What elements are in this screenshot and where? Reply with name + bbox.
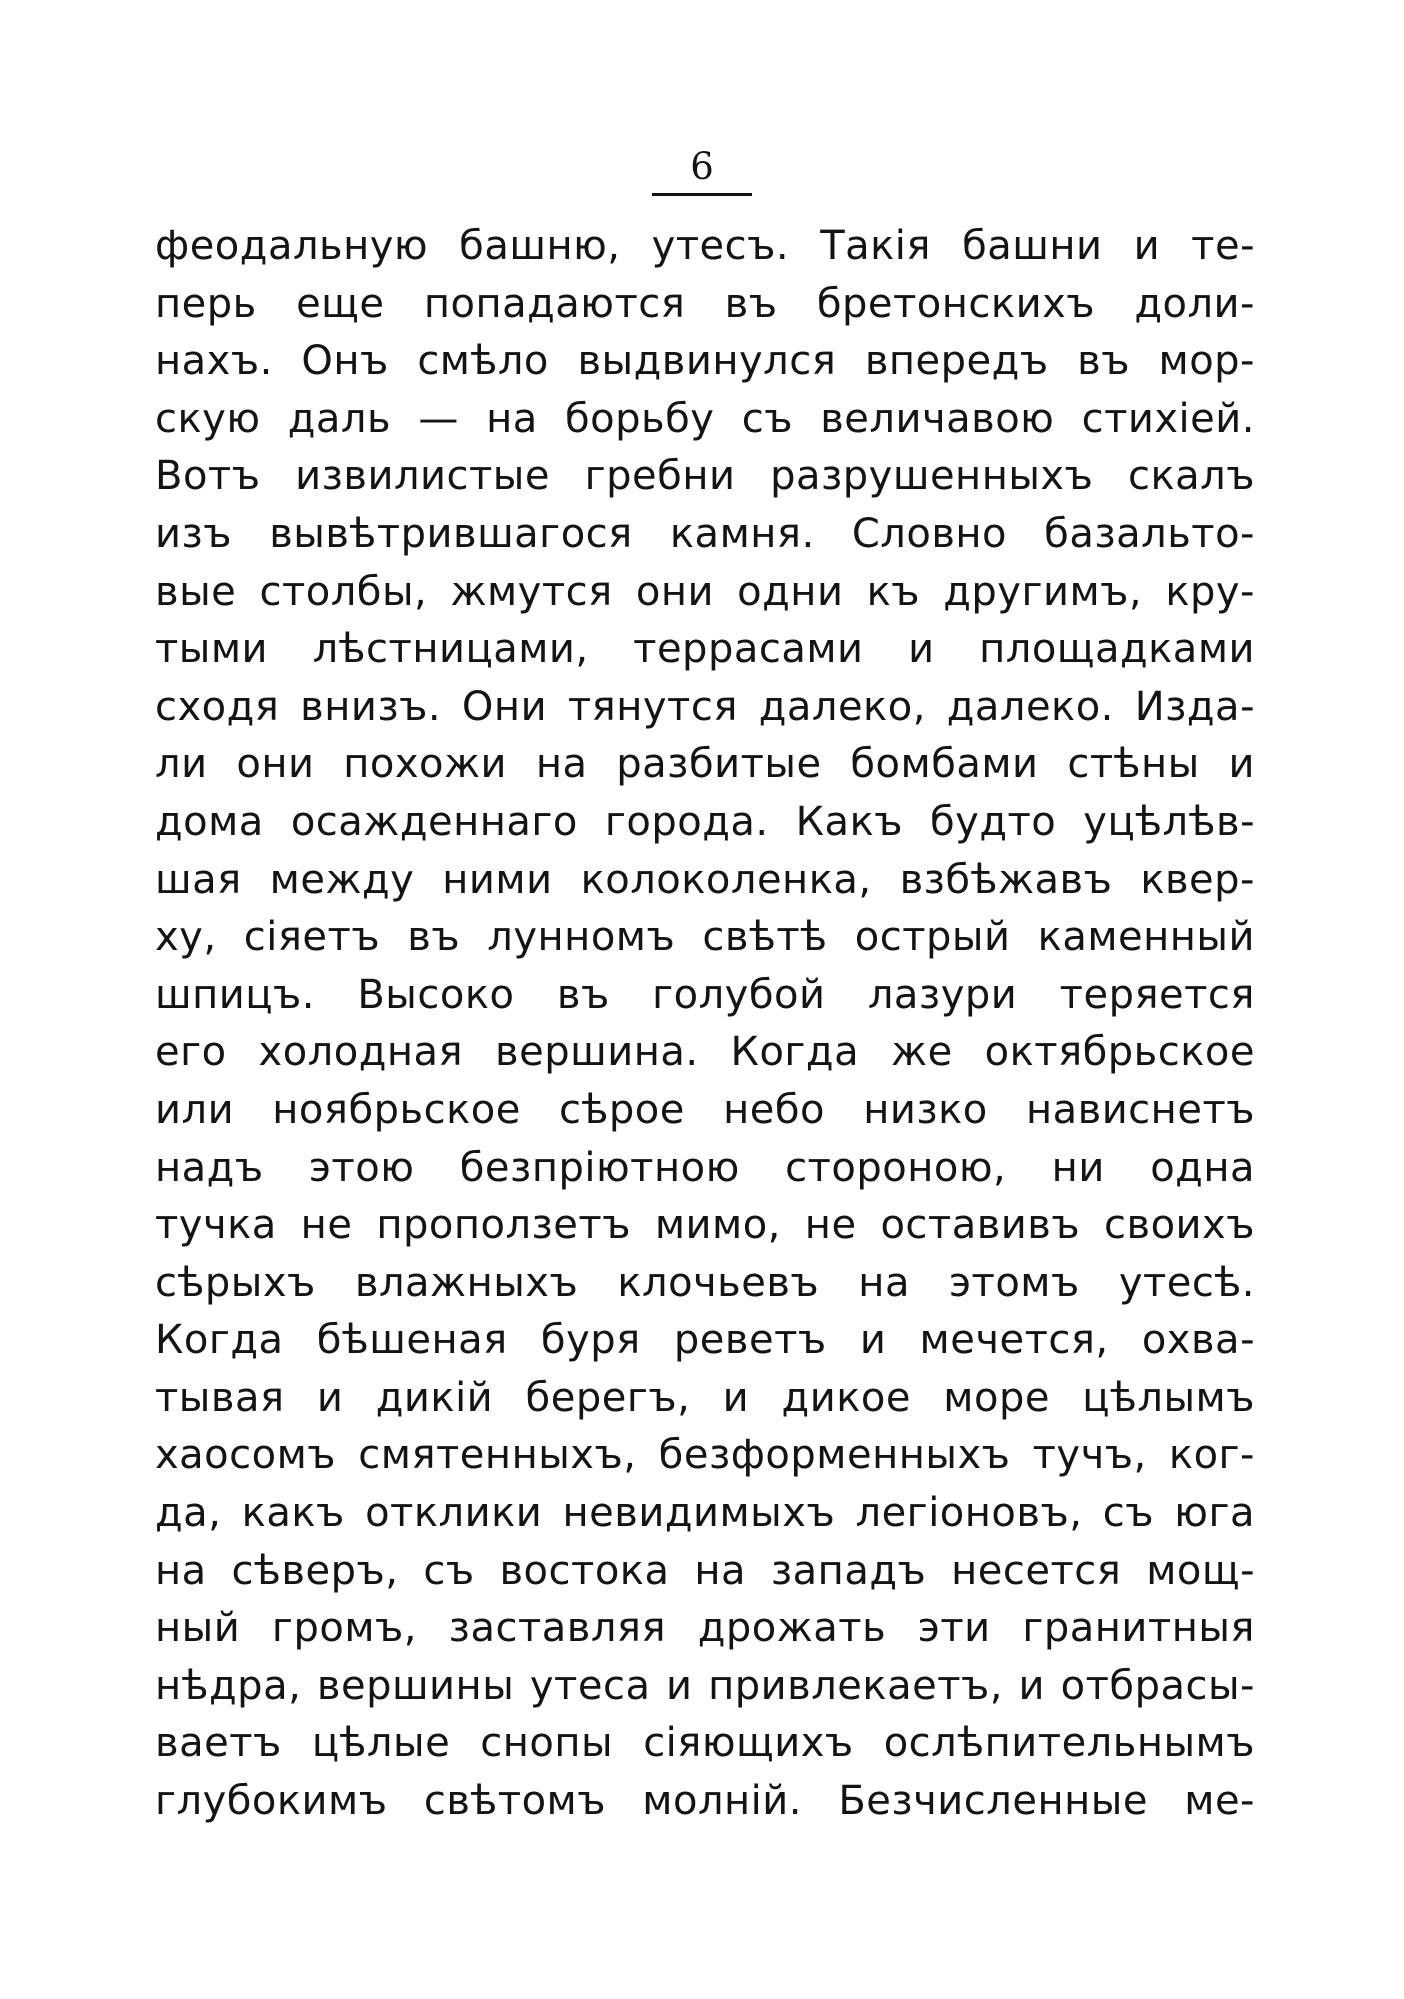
text-line: нѣдра, вершины утеса и привлекаетъ, и отбрасы- [155,1662,1255,1709]
text-line: хаосомъ смятенныхъ, безформенныхъ тучъ, ког- [155,1432,1255,1479]
text-line: сходя внизъ. Они тянутся далеко, далеко. Изда- [155,683,1255,730]
text-line: ный громъ, заставляя дрожать эти гранитныя [155,1605,1255,1652]
text-line: его холодная вершина. Когда же октябрьское [155,1029,1255,1076]
text-line: нахъ. Онъ смѣло выдвинулся впередъ въ мор- [155,338,1255,385]
text-line: перь еще попадаются въ бретонскихъ доли- [155,280,1255,327]
text-line: феодальную башню, утесъ. Такія башни и те- [155,223,1255,269]
text-line: тыми лѣстницами, террасами и площадками [155,626,1255,673]
page-number: 6 [690,145,714,188]
text-line: вые столбы, жмутся они одни къ другимъ, кру- [155,568,1255,615]
text-line: Вотъ извилистые гребни разрушенныхъ скалъ [155,453,1255,500]
text-line: шпицъ. Высоко въ голубой лазури теряется [155,971,1255,1018]
text-line: Когда бѣшеная буря реветъ и мечется, охва- [155,1317,1255,1364]
text-line: ху, сіяетъ въ лунномъ свѣтѣ острый каменный [155,914,1255,961]
body-text [155,218,1255,1831]
page-number-rule [652,193,752,196]
text-line: ваетъ цѣлые снопы сіяющихъ ослѣпительнымъ [155,1720,1255,1767]
text-line: шая между ними колоколенка, взбѣжавъ квер- [155,856,1255,903]
text-line: надъ этою безпріютною стороною, ни одна [155,1144,1255,1191]
text-line: ли они похожи на разбитые бомбами стѣны и [155,741,1255,788]
text-line: дома осажденнаго города. Какъ будто уцѣлѣв- [155,798,1255,845]
text-line: на сѣверъ, съ востока на западъ несется мощ- [155,1547,1255,1594]
text-line: или ноябрьское сѣрое небо низко нависнетъ [155,1086,1255,1133]
text-line: сѣрыхъ влажныхъ клочьевъ на этомъ утесѣ. [155,1259,1255,1306]
text-line: тывая и дикій берегъ, и дикое море цѣлымъ [155,1374,1255,1421]
text-line: да, какъ отклики невидимыхъ легіоновъ, съ юга [155,1490,1255,1537]
text-line: скую даль — на борьбу съ величавою стихіей. [155,395,1255,442]
text-line: тучка не проползетъ мимо, не оставивъ своихъ [155,1202,1255,1249]
text-line: изъ вывѣтрившагося камня. Словно базальто- [155,510,1255,557]
text-line: глубокимъ свѣтомъ молній. Безчисленные ме- [155,1778,1255,1825]
